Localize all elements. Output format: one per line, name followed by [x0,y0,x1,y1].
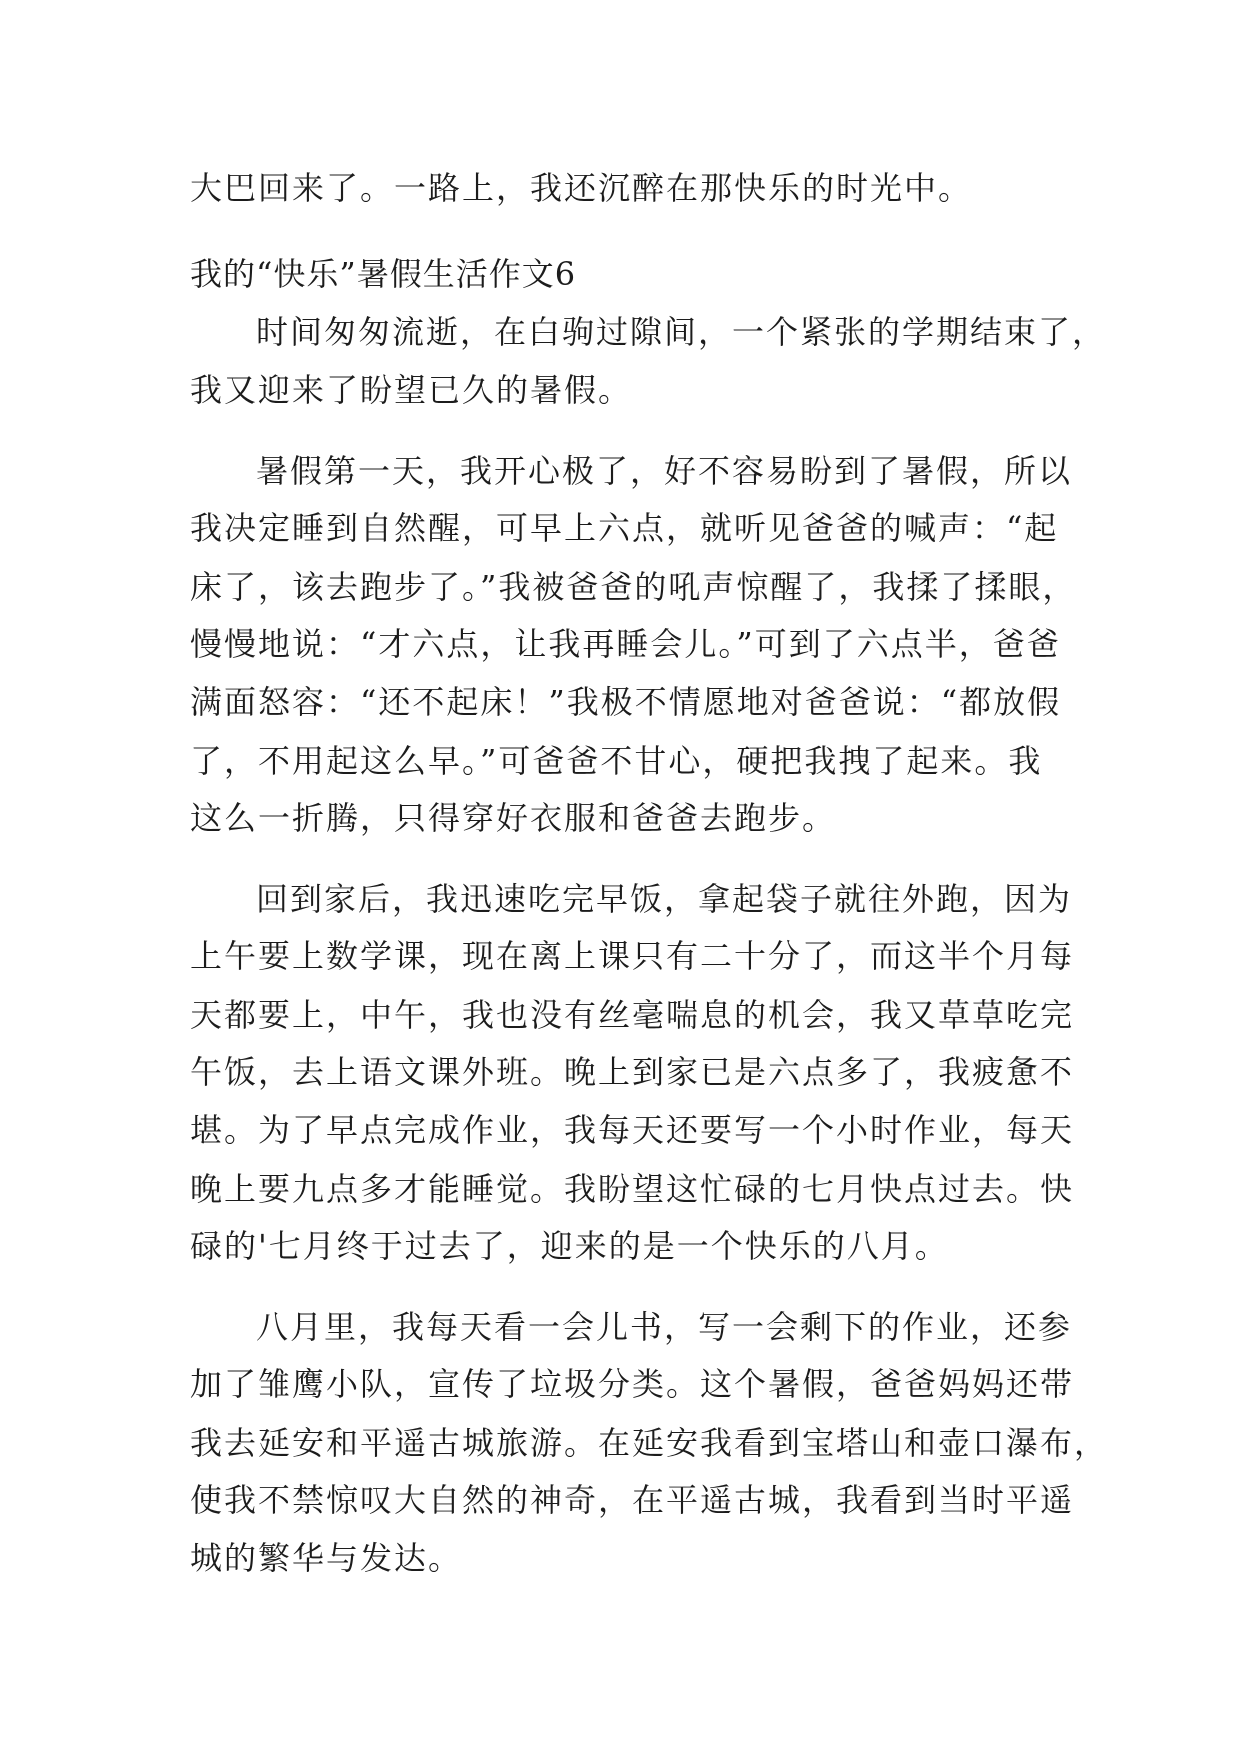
paragraph-3-line-2: 上午要上数学课，现在离上课只有二十分了，而这半个月每 [190,937,1075,975]
paragraph-4-line-2: 加了雏鹰小队，宣传了垃圾分类。这个暑假，爸爸妈妈还带 [190,1365,1075,1403]
essay-title: 我的“快乐”暑假生活作文6 [190,255,577,293]
paragraph-3-line-7: 碌的'七月终于过去了，迎来的是一个快乐的八月。 [190,1227,949,1265]
paragraph-3-line-4: 午饭，去上语文课外班。晚上到家已是六点多了，我疲惫不 [190,1053,1075,1091]
paragraph-2-line-4: 慢慢地说：“才六点，让我再睡会儿。”可到了六点半，爸爸 [190,625,1061,663]
paragraph-2-line-7: 这么一折腾，只得穿好衣服和爸爸去跑步。 [190,799,837,837]
paragraph-2-line-5: 满面怒容：“还不起床！”我极不情愿地对爸爸说：“都放假 [190,683,1062,721]
opening-line: 大巴回来了。一路上，我还沉醉在那快乐的时光中。 [190,169,973,207]
paragraph-3-line-3: 天都要上，中午，我也没有丝毫喘息的机会，我又草草吃完 [190,996,1075,1034]
paragraph-3-line-5: 堪。为了早点完成作业，我每天还要写一个小时作业，每天 [190,1111,1075,1149]
paragraph-4-line-1: 八月里，我每天看一会儿书，写一会剩下的作业，还参 [256,1308,1073,1346]
paragraph-2-line-1: 暑假第一天，我开心极了，好不容易盼到了暑假，所以 [256,452,1073,490]
paragraph-1-line-2: 我又迎来了盼望已久的暑假。 [190,371,633,409]
paragraph-3-line-6: 晚上要九点多才能睡觉。我盼望这忙碌的七月快点过去。快 [190,1170,1075,1208]
paragraph-2-line-2: 我决定睡到自然醒，可早上六点，就听见爸爸的喊声：“起 [190,509,1059,547]
paragraph-2-line-6: 了，不用起这么早。”可爸爸不甘心，硬把我拽了起来。我 [190,742,1043,780]
paragraph-4-line-4: 使我不禁惊叹大自然的神奇，在平遥古城，我看到当时平遥 [190,1481,1075,1519]
paragraph-1-line-1: 时间匆匆流逝，在白驹过隙间，一个紧张的学期结束了， [256,313,1107,351]
paragraph-3-line-1: 回到家后，我迅速吃完早饭，拿起袋子就往外跑，因为 [256,880,1073,918]
paragraph-4-line-3: 我去延安和平遥古城旅游。在延安我看到宝塔山和壶口瀑布， [190,1424,1109,1462]
paragraph-2-line-3: 床了，该去跑步了。”我被爸爸的吼声惊醒了，我揉了揉眼， [190,568,1077,606]
paragraph-4-line-5: 城的繁华与发达。 [190,1539,463,1577]
